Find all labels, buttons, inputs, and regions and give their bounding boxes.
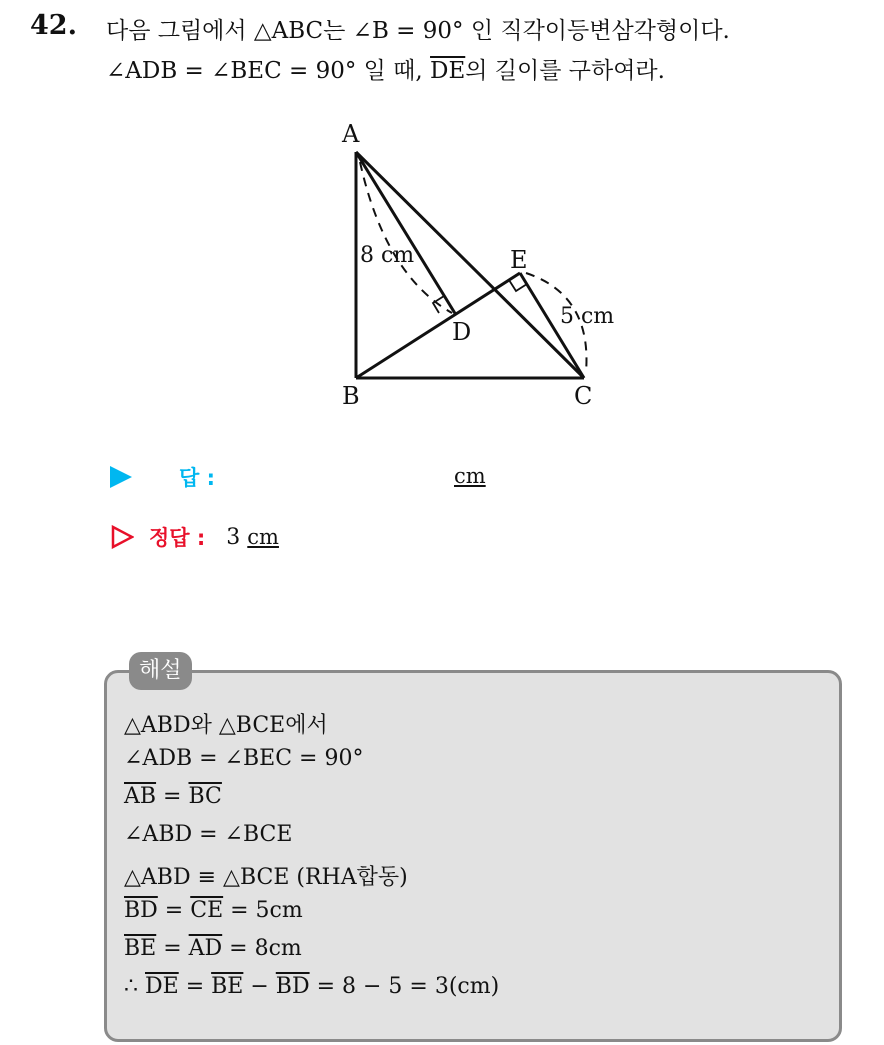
point-label-a: A <box>342 120 360 148</box>
label-ce-length: 5 cm <box>560 304 615 329</box>
question-text-line1: 다음 그림에서 △ABC는 ∠B = 90° 인 직각이등변삼각형이다. <box>106 18 730 44</box>
segment-ab: $\overline{AB}$ <box>124 784 157 809</box>
question-text-line2 <box>106 52 665 85</box>
segment-ce: $\overline{CE}$ <box>190 898 224 923</box>
segment-ad: $\overline{AD}$ <box>188 936 223 961</box>
point-label-c: C <box>574 382 593 410</box>
play-arrow-icon <box>110 466 132 488</box>
segment-ad <box>356 152 456 315</box>
question-text-suffix: 의 길이를 구하여라. <box>465 58 665 84</box>
correct-answer-row <box>110 522 279 552</box>
segment-bd: $\overline{BD}$ <box>275 974 310 999</box>
segment-bc: $\overline{BC}$ <box>188 784 222 809</box>
question-text-prefix: ∠ADB = ∠BEC = 90° 일 때, <box>106 58 431 84</box>
solution-tag: 해설 <box>129 652 192 690</box>
question-number: 42. <box>30 10 77 41</box>
point-label-b: B <box>342 382 360 410</box>
solution-line-1: △ABD와 △BCE에서 <box>124 713 328 738</box>
segment-de: $\overline{DE}$ <box>145 974 179 999</box>
solution-line-6: $\overline{BD} = \overline{CE} = 5cm$ <box>124 898 303 923</box>
correct-answer-value: 3 <box>226 524 241 550</box>
solution-line-2: ∠ADB = ∠BEC = 90° <box>124 746 364 771</box>
solution-line-5: △ABD ≡ △BCE (RHA합동) <box>124 865 408 890</box>
answer-unit: cm <box>454 464 486 488</box>
segment-bd: $\overline{BD}$ <box>124 898 158 923</box>
answer-label: 답 : <box>179 466 215 490</box>
triangle-figure <box>330 110 650 420</box>
segment-be <box>356 273 520 378</box>
correct-answer-label: 정답 : <box>149 526 206 550</box>
label-ad-length: 8 cm <box>360 243 415 268</box>
solution-line-7: $\overline{BE} = \overline{AD} = 8cm$ <box>124 936 302 961</box>
segment-be: $\overline{BE}$ <box>211 974 244 999</box>
segment-be: $\overline{BE}$ <box>124 936 157 961</box>
answer-row <box>110 462 486 492</box>
dashed-arc-ad <box>360 162 452 313</box>
point-label-e: E <box>510 246 528 274</box>
correct-answer-unit: cm <box>247 525 279 549</box>
solution-line-4: ∠ABD = ∠BCE <box>124 822 293 847</box>
solution-line-3: $\overline{AB} = \overline{BC}$ <box>124 784 222 809</box>
segment-de: $\overline{DE}$ <box>430 58 466 84</box>
outline-arrow-icon <box>110 525 134 549</box>
point-label-d: D <box>452 318 472 346</box>
solution-line-8: ∴ $\overline{DE} = \overline{BE} - \overline{BD} = 8 - 5 = 3(cm)$ <box>124 974 500 999</box>
